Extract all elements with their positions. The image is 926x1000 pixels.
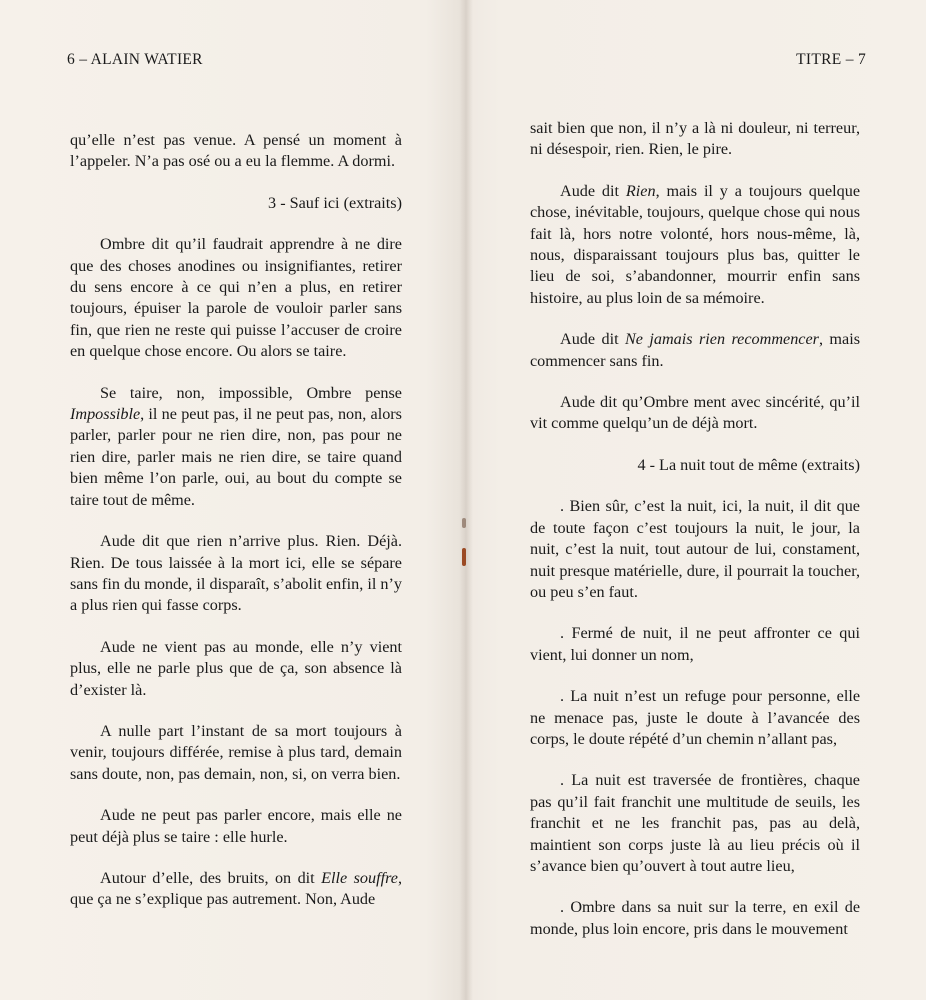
- paragraph: . Bien sûr, c’est la nuit, ici, la nuit, il dit que de toute façon c’est toujours la nuit, le jour, la nuit, c’est la nuit, tout autour de lui, constament, nuit presque matérielle, dure, il pourrait la toucher, ou peu s’en faut.: [530, 497, 860, 601]
- paragraph: Aude dit qu’Ombre ment avec sincérité, qu’il vit comme quelqu’un de déjà mort.: [530, 393, 860, 433]
- section-title: 4 - La nuit tout de même (extraits): [637, 455, 860, 474]
- paragraph: Aude ne vient pas au monde, elle n’y vient plus, elle ne parle plus que de ça, son absence là d’exister là.: [70, 637, 402, 699]
- paragraph: sait bien que non, il n’y a là ni douleur, ni terreur, ni désespoir, rien. Rien, le pire.: [530, 119, 860, 159]
- paragraph: Ombre dit qu’il faudrait apprendre à ne dire que des choses anodines ou insignifiantes, retirer du sens encore à ce qui n’en a plus, en retirer toujours, épuiser la parole de vouloir parler sans fin, que rien ne reste qui puisse l’accuser de croire en quelque chose encore. Ou alors se taire.: [70, 235, 402, 361]
- paragraph: Se taire, non, impossible, Ombre pense Impossible, il ne peut pas, il ne peut pas, non, alors parler, parler pour ne rien dire, non, pas pour ne rien dire, parler mais ne rien dire, se taire quand bien même l’on parle, oui, au bout du compte se taire tout de même.: [70, 383, 402, 509]
- italic-phrase: Impossible: [70, 405, 141, 424]
- paragraph: A nulle part l’instant de sa mort toujours à venir, toujours différée, remise à plus tard, demain sans doute, non, pas demain, non, si, on verra bien.: [70, 721, 402, 783]
- paragraph: Aude ne peut pas parler encore, mais elle ne peut déjà plus se taire : elle hurle.: [70, 806, 402, 846]
- left-page: [0, 0, 462, 1000]
- italic-phrase: Ne jamais rien recommencer: [624, 330, 819, 349]
- italic-phrase: Elle souffre: [321, 868, 398, 887]
- right-page: [464, 0, 926, 1000]
- paragraph: . La nuit est traversée de frontières, chaque pas qu’il fait franchit une multitude de seuils, les franchit et ne les franchit pas, pas au delà, maintient son corps juste là au lieu précis où il s’avance bien qu’ouvert à tout autre lieu,: [530, 771, 860, 875]
- italic-phrase: Rien: [625, 181, 656, 200]
- paragraph: Aude dit que rien n’arrive plus. Rien. Déjà. Rien. De tous laissée à la mort ici, elle se sépare sans fin du monde, il disparaît, s’abolit enfin, il n’y a plus rien qui fasse corps.: [70, 532, 402, 615]
- right-page-text: [530, 118, 860, 940]
- paragraph: Autour d’elle, des bruits, on dit Elle souffre, que ça ne s’explique pas autrement. Non, Aude: [70, 868, 402, 909]
- running-head-left: 6 – ALAIN WATIER: [67, 51, 203, 68]
- paragraph: . La nuit n’est un refuge pour personne, elle ne menace pas, juste le doute à l’avancée des corps, le doute répété d’un chemin n’allant pas,: [530, 687, 860, 748]
- paragraph: Aude dit Rien, mais il y a toujours quelque chose, inévitable, toujours, quelque chose qui nous fait là, hors notre volonté, hors nous-même, là, nous, disparaissant toujours plus bas, quitter le lieu de soi, s’abandonner, mourrir enfin sans histoire, au plus loin de sa mémoire.: [530, 181, 860, 307]
- paragraph: . Ombre dans sa nuit sur la terre, en exil de monde, plus loin encore, pris dans le mouvement: [530, 898, 860, 938]
- paragraph: . Fermé de nuit, il ne peut affronter ce qui vient, lui donner un nom,: [530, 624, 860, 664]
- paragraph: Aude dit Ne jamais rien recommencer, mais commencer sans fin.: [530, 330, 860, 370]
- left-page-text: [70, 130, 402, 911]
- running-head-right: TITRE – 7: [796, 51, 866, 68]
- paragraph: qu’elle n’est pas venue. A pensé un moment à l’appeler. N’a pas osé ou a eu la flemme. A dormi.: [70, 131, 402, 171]
- section-title: 3 - Sauf ici (extraits): [268, 193, 402, 212]
